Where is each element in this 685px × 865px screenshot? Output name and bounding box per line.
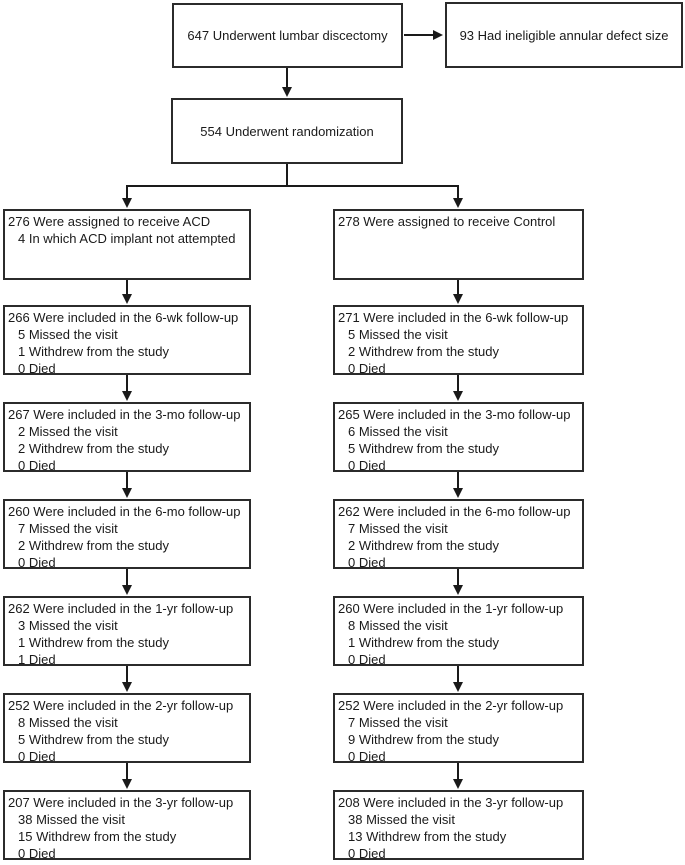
- box-detail-line: 1 Withdrew from the study: [18, 635, 169, 650]
- box-detail-line: 0 Died: [18, 458, 56, 473]
- box-detail-line: 7 Missed the visit: [18, 521, 118, 536]
- box-main-line: 265 Were included in the 3-mo follow-up: [338, 407, 571, 422]
- box-randomization: [171, 98, 403, 164]
- box-excluded: [445, 2, 683, 68]
- box-detail-line: 4 In which ACD implant not attempted: [18, 231, 236, 246]
- box-detail-line: 1 Withdrew from the study: [18, 344, 169, 359]
- box-main-line: 208 Were included in the 3-yr follow-up: [338, 795, 564, 810]
- box-main-line: 271 Were included in the 6-wk follow-up: [338, 310, 569, 325]
- box-detail-line: 2 Withdrew from the study: [18, 441, 169, 456]
- box-detail-line: 1 Died: [18, 652, 56, 667]
- box-control-6wk: [333, 305, 584, 375]
- box-detail-line: 2 Withdrew from the study: [18, 538, 169, 553]
- box-control-assigned: [333, 209, 584, 280]
- box-control-1yr: [333, 596, 584, 666]
- box-detail-line: 15 Withdrew from the study: [18, 829, 177, 844]
- box-acd-6mo: [3, 499, 251, 569]
- box-acd-assigned: [3, 209, 251, 280]
- box-acd-1yr: [3, 596, 251, 666]
- box-main-line: 262 Were included in the 6-mo follow-up: [338, 504, 571, 519]
- box-detail-line: 13 Withdrew from the study: [348, 829, 507, 844]
- box-detail-line: 1 Withdrew from the study: [348, 635, 499, 650]
- box-detail-line: 9 Withdrew from the study: [348, 732, 499, 747]
- box-main-line: 252 Were included in the 2-yr follow-up: [338, 698, 564, 713]
- box-acd-6wk: [3, 305, 251, 375]
- box-detail-line: 0 Died: [348, 749, 386, 764]
- box-detail-line: 0 Died: [348, 458, 386, 473]
- box-detail-line: 0 Died: [18, 749, 56, 764]
- box-detail-line: 7 Missed the visit: [348, 715, 448, 730]
- box-main-line: 267 Were included in the 3-mo follow-up: [8, 407, 241, 422]
- box-detail-line: 0 Died: [18, 555, 56, 570]
- box-detail-line: 5 Withdrew from the study: [348, 441, 499, 456]
- box-detail-line: 0 Died: [348, 361, 386, 376]
- box-main-line: 278 Were assigned to receive Control: [338, 214, 556, 229]
- box-control-2yr: [333, 693, 584, 763]
- box-main-line: 252 Were included in the 2-yr follow-up: [8, 698, 234, 713]
- box-detail-line: 0 Died: [348, 652, 386, 667]
- box-detail-line: 0 Died: [348, 846, 386, 861]
- box-detail-line: 0 Died: [348, 555, 386, 570]
- box-detail-line: 2 Missed the visit: [18, 424, 118, 439]
- box-detail-line: 0 Died: [18, 361, 56, 376]
- box-detail-line: 7 Missed the visit: [348, 521, 448, 536]
- excluded-text: 93 Had ineligible annular defect size: [459, 27, 669, 43]
- box-detail-line: 2 Withdrew from the study: [348, 538, 499, 553]
- box-enrollment: [172, 3, 403, 68]
- box-detail-line: 38 Missed the visit: [348, 812, 455, 827]
- box-main-line: 262 Were included in the 1-yr follow-up: [8, 601, 234, 616]
- box-main-line: 260 Were included in the 6-mo follow-up: [8, 504, 241, 519]
- box-acd-2yr: [3, 693, 251, 763]
- randomization-text: 554 Underwent randomization: [200, 123, 374, 139]
- box-main-line: 276 Were assigned to receive ACD: [8, 214, 211, 229]
- box-detail-line: 5 Missed the visit: [348, 327, 448, 342]
- enrollment-text: 647 Underwent lumbar discectomy: [187, 28, 388, 43]
- box-detail-line: 5 Withdrew from the study: [18, 732, 169, 747]
- box-acd-3mo: [3, 402, 251, 472]
- box-detail-line: 5 Missed the visit: [18, 327, 118, 342]
- box-control-3yr: [333, 790, 584, 860]
- box-detail-line: 2 Withdrew from the study: [348, 344, 499, 359]
- box-detail-line: 3 Missed the visit: [18, 618, 118, 633]
- box-detail-line: 0 Died: [18, 846, 56, 861]
- box-main-line: 207 Were included in the 3-yr follow-up: [8, 795, 234, 810]
- box-detail-line: 8 Missed the visit: [348, 618, 448, 633]
- box-detail-line: 6 Missed the visit: [348, 424, 448, 439]
- box-detail-line: 38 Missed the visit: [18, 812, 125, 827]
- box-control-3mo: [333, 402, 584, 472]
- box-main-line: 266 Were included in the 6-wk follow-up: [8, 310, 239, 325]
- box-main-line: 260 Were included in the 1-yr follow-up: [338, 601, 564, 616]
- box-control-6mo: [333, 499, 584, 569]
- box-detail-line: 8 Missed the visit: [18, 715, 118, 730]
- box-acd-3yr: [3, 790, 251, 860]
